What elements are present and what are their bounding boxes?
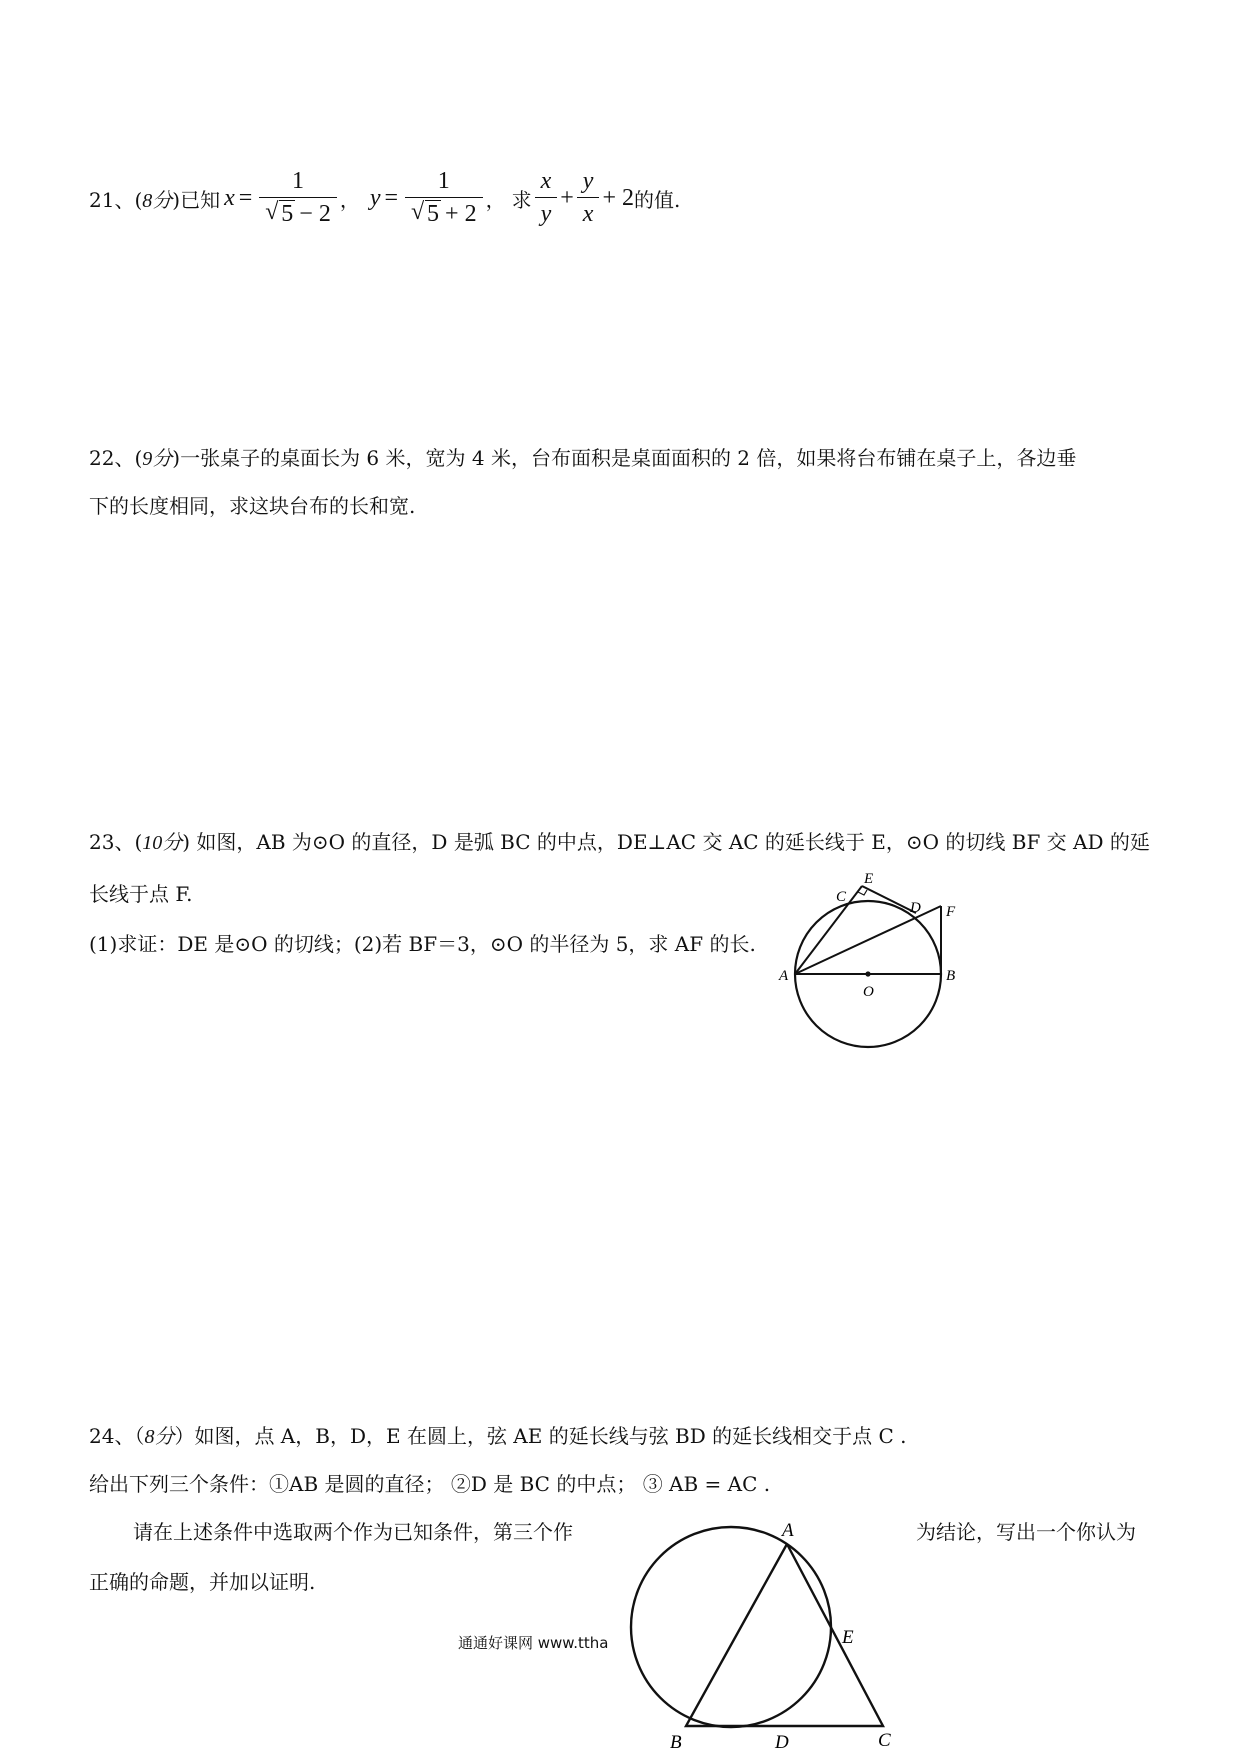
q21-comma2: ， [485, 187, 506, 212]
q24-score: 8分 [144, 1426, 175, 1448]
q23-line-3: (1)求证：DE 是⊙O 的切线；(2)若 BF＝3，⊙O 的半径为 5，求 AF 的长. [89, 932, 756, 956]
q21-fraction-x-denominator [259, 197, 337, 228]
q21-fraction-y-over-x [577, 168, 600, 228]
q24-line-4: 正确的命题，并加以证明. [89, 1570, 316, 1594]
q21-lead: )已知 [172, 187, 221, 212]
q23-line-af [795, 906, 941, 974]
q24-label-a: A [782, 1520, 794, 1541]
question-21 [89, 158, 680, 238]
q21-fraction-x-numerator: 1 [292, 168, 305, 194]
sqrt-icon [411, 201, 441, 228]
q23-line-ae [795, 886, 862, 974]
q23-line-2: 长线于点 F. [89, 882, 193, 906]
q23-line-1 [89, 832, 1150, 853]
q23-line-de [862, 886, 916, 913]
q22-line-2: 下的长度相同，求这块台布的长和宽. [89, 494, 416, 518]
q21-fraction-x [259, 168, 337, 228]
q24-line-1 [89, 1426, 907, 1447]
q23-label-e: E [864, 871, 874, 887]
q24-label-e: E [842, 1627, 854, 1648]
q22-line-1 [89, 448, 1076, 469]
q21-fraction-y-numerator: 1 [437, 168, 450, 194]
q21-y-var: y [369, 184, 381, 211]
q23-center-dot [865, 971, 870, 976]
q21-score: 8分 [142, 189, 173, 212]
q21-tail-plus: + 2 [602, 184, 634, 211]
q23-label-f: F [946, 904, 956, 920]
q22-prefix: 22、( [89, 446, 143, 470]
q24-label-b: B [670, 1732, 682, 1753]
q23-figure [770, 860, 970, 1060]
q21-fy-num: y [582, 168, 594, 194]
q24-line-3-right: 为结论，写出一个你认为 [916, 1520, 1136, 1544]
q21-ask: 求 [511, 187, 532, 212]
q24-line-2: 给出下列三个条件：①AB 是圆的直径； ②D 是 BC 的中点； ③ AB = AC . [89, 1472, 771, 1496]
q21-eq2: = [384, 184, 399, 211]
q23-text: ) 如图，AB 为⊙O 的直径，D 是弧 BC 的中点，DE⊥AC 交 AC 的延长线于 E，⊙O 的切线 BF 交 AD 的延 [182, 830, 1150, 854]
q23-label-d: D [910, 900, 921, 916]
q21-x-var: x [224, 184, 235, 211]
q21-den2-rest: + 2 [445, 201, 477, 227]
q21-prefix: 21、( [89, 187, 143, 212]
q21-den1-rest: − 2 [299, 201, 331, 227]
q23-label-a: A [779, 968, 789, 984]
q24-figure [620, 1508, 910, 1754]
q21-radicand-1: 5 [281, 201, 294, 227]
q21-fx-num: x [540, 168, 552, 194]
q24-label-d: D [775, 1732, 789, 1753]
q22-text: )一张桌子的桌面长为 6 米，宽为 4 米，台布面积是桌面面积的 2 倍，如果将台布铺在桌子上，各边垂 [172, 446, 1077, 470]
q24-label-c: C [878, 1730, 891, 1751]
q22-score: 9分 [142, 448, 173, 470]
q23-prefix: 23、( [89, 830, 143, 854]
q24-circle [631, 1527, 831, 1727]
q21-fraction-x-over-y [535, 168, 558, 228]
q21-plus: + [560, 184, 574, 211]
q23-label-o: O [863, 984, 874, 1000]
sqrt-icon [265, 201, 295, 228]
q21-radicand-2: 5 [427, 201, 440, 227]
q23-score: 10分 [142, 832, 183, 854]
q21-eq1: = [238, 184, 253, 211]
q21-fraction-y-denominator [405, 197, 483, 228]
q24-text: ）如图，点 A，B，D，E 在圆上，弦 AE 的延长线与弦 BD 的延长线相交于点 C . [174, 1424, 907, 1448]
q21-suffix: 的值. [633, 187, 681, 212]
q24-line-3-left: 请在上述条件中选取两个作为已知条件，第三个作 [133, 1520, 573, 1544]
q21-fy-den: x [577, 197, 600, 228]
q21-fraction-y [405, 168, 483, 228]
q21-comma1: ， [339, 187, 360, 212]
footer-watermark: 通通好课网 www.ttha [458, 1634, 609, 1652]
q23-label-c: C [836, 889, 847, 905]
q24-prefix: 24、（ [89, 1424, 145, 1448]
q21-fx-den: y [535, 197, 558, 228]
q23-label-b: B [946, 968, 956, 984]
